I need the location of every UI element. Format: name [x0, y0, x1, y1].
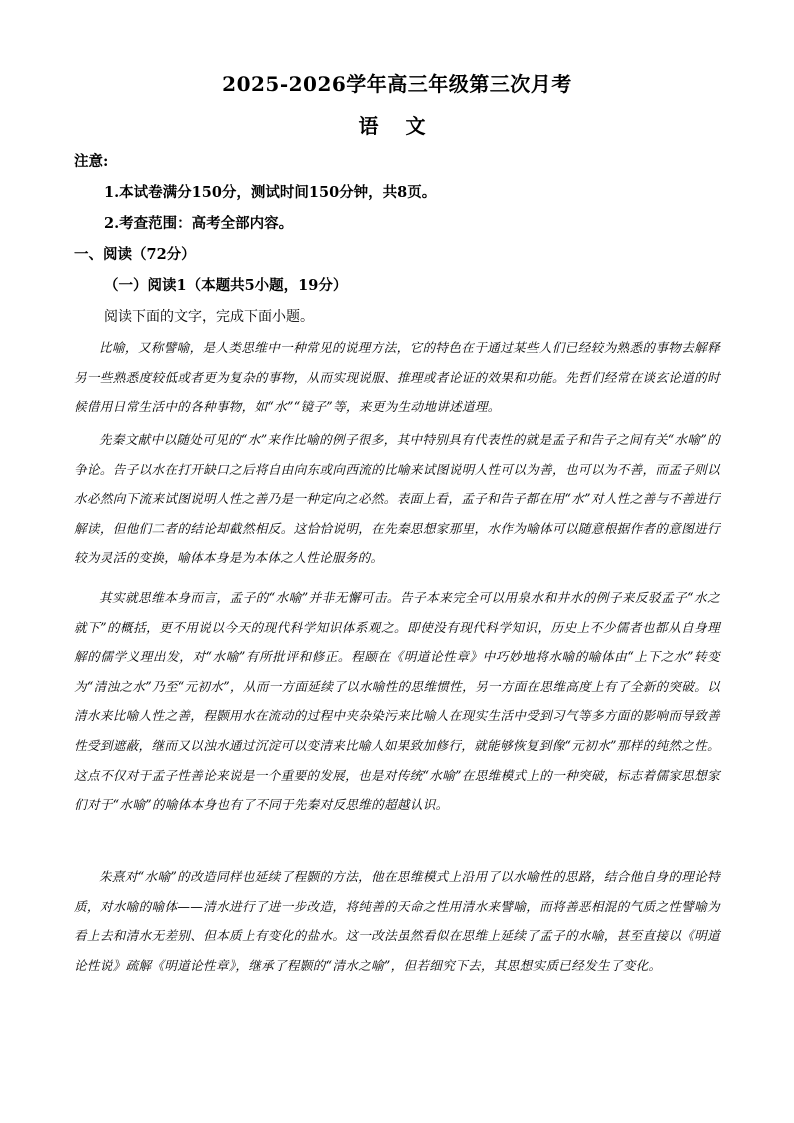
exam-title: 2025-2026学年高三年级第三次月考 — [222, 72, 572, 96]
notice-item-2: 2.考查范围：高考全部内容。 — [104, 215, 294, 232]
passage-paragraph-3: 其实就思维本身而言，孟子的“水喻”并非无懈可击。告子本来完全可以用泉水和井水的例子来反驳孟子“水之就下”的概括，更不用说以今天的现代科学知识体系观之。即使没有现代科学知识，历史上不少儒者也都从自身理解的儒学义理出发，对“水喻”有所批评和修正。程颐在《明道论性章》中巧妙地将水喻的喻体由“上下之水”转变为“清浊之水”乃至“元初水”，从而一方面延续了以水喻性的思维惯性，另一方面在思维高度上有了全新的突破。以清水来比喻人性之善，程颢用水在流动的过程中夹杂染污来比喻人在现实生活中受到习气等多方面的影响而导致善性受到遮蔽，继而又以浊水通过沉淀可以变清来比喻人如果致加修行，就能够恢复到像“元初水”那样的纯然之性。这点不仅对于孟子性善论来说是一个重要的发展，也是对传统“水喻”在思维模式上的一种突破，标志着儒家思想家们对于“水喻”的喻体本身也有了不同于先秦对反思维的超越认识。 — [74, 590, 720, 813]
reading-instruction: 阅读下面的文字，完成下面小题。 — [104, 309, 314, 325]
subject-title: 语 文 — [358, 114, 436, 138]
subsection-heading: （一）阅读1（本题共5小题，19分） — [104, 277, 348, 294]
passage-paragraph-1: 比喻，又称譬喻，是人类思维中一种常见的说理方法，它的特色在于通过某些人们已经较为熟悉的事物去解释另一些熟悉度较低或者更为复杂的事物，从而实现说服、推理或者论证的效果和功能。先哲们经常在谈玄论道的时候借用日常生活中的各种事物，如“水”“镜子”等，来更为生动地讲述道理。 — [74, 340, 720, 415]
section-heading: 一、阅读（72分） — [74, 246, 196, 263]
passage-paragraph-4: 朱熹对“水喻”的改造同样也延续了程颢的方法，他在思维模式上沿用了以水喻性的思路，结合他自身的理论特质，对水喻的喻体——清水进行了进一步改造，将纯善的天命之性用清水来譬喻，而将善恶相混的气质之性譬喻为看上去和清水无差别、但本质上有变化的盐水。这一改法虽然看似在思维上延续了孟子的水喻，甚至直接以《明道论性说》疏解《明道论性章》，继承了程颢的“清水之喻”，但若细究下去，其思想实质已经发生了变化。 — [74, 869, 720, 973]
passage-paragraph-2: 先秦文献中以随处可见的“水”来作比喻的例子很多，其中特别具有代表性的就是孟子和告子之间有关“水喻”的争论。告子以水在打开缺口之后将自由向东或向西流的比喻来试图说明人性可以为善，也可以为不善，而孟子则以水必然向下流来试图说明人性之善乃是一种定向之必然。表面上看，孟子和告子都在用“水”对人性之善与不善进行解读，但他们二者的结论却截然相反。这恰恰说明，在先秦思想家那里，水作为喻体可以随意根据作者的意图进行较为灵活的变换，喻体本身是为本体之人性论服务的。 — [74, 432, 720, 566]
notice-item-1: 1.本试卷满分150分，测试时间150分钟，共8页。 — [104, 184, 437, 201]
notice-label: 注意: — [74, 153, 109, 170]
